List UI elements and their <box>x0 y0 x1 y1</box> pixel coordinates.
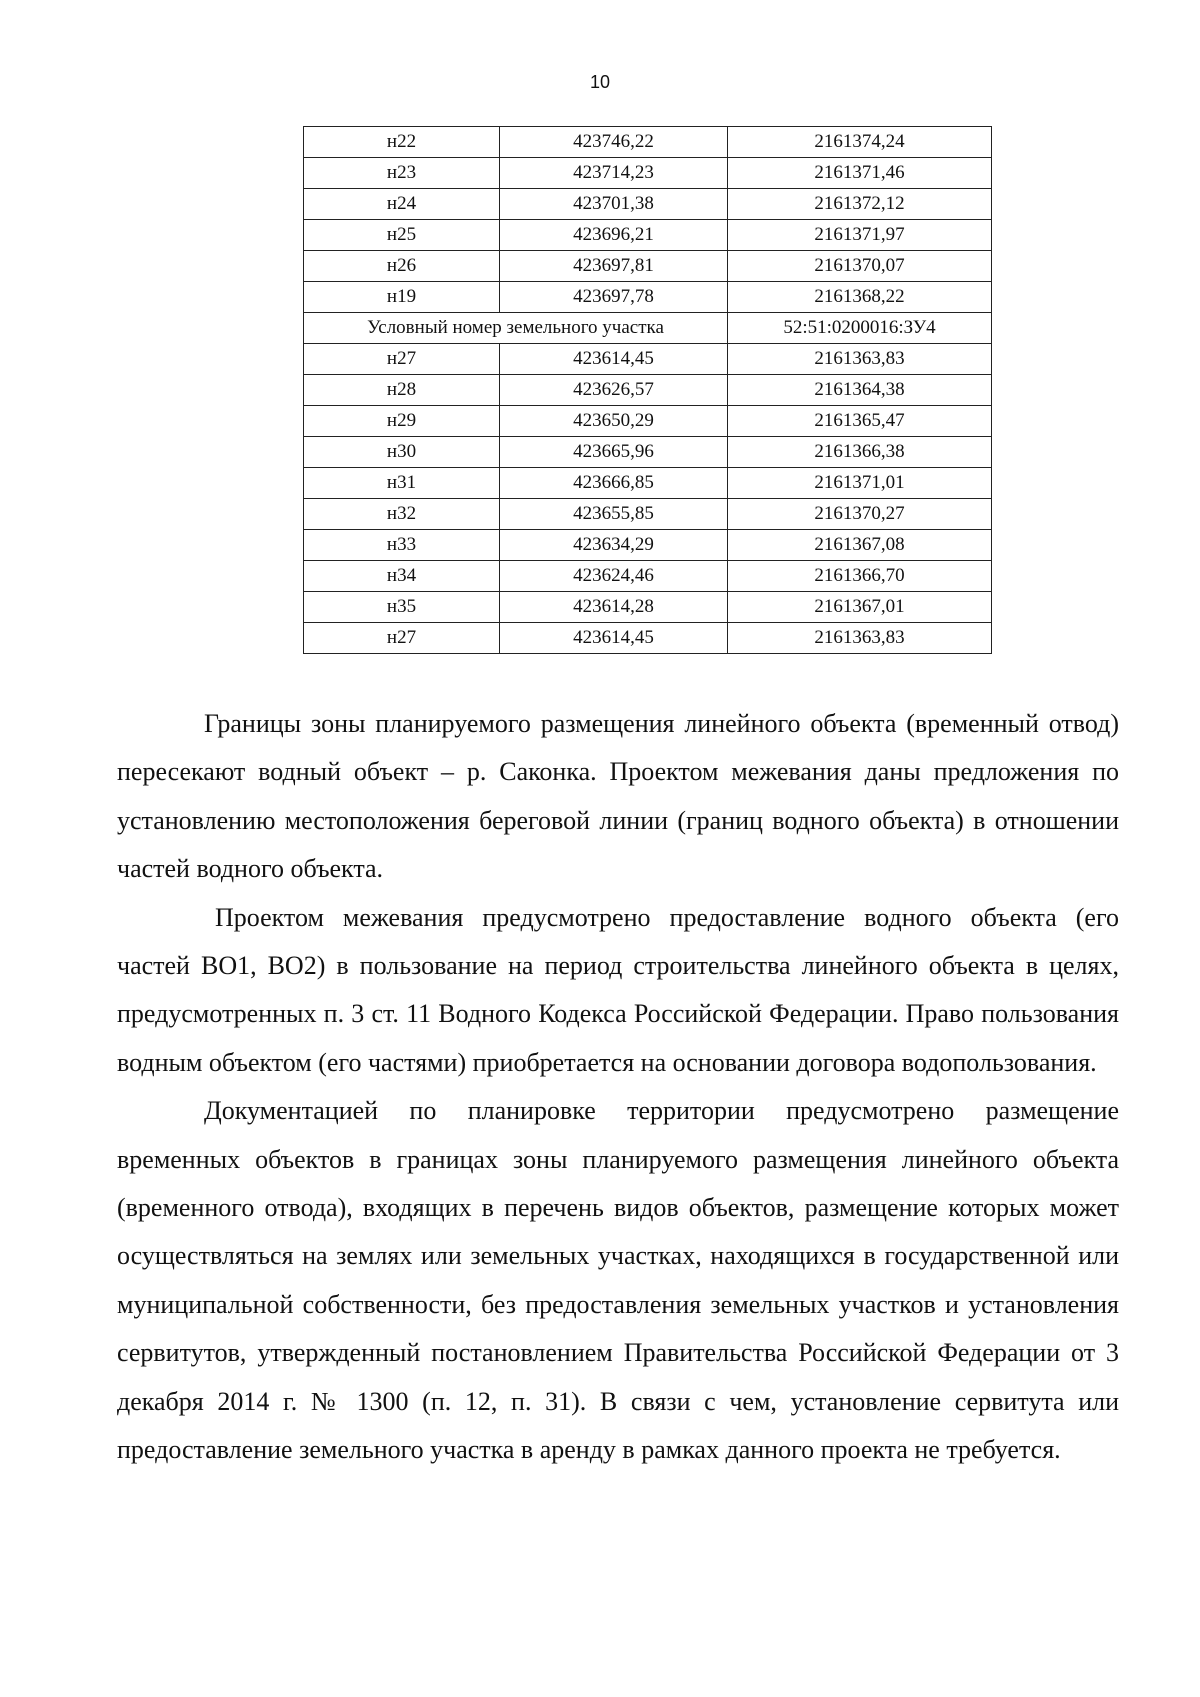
x-coordinate-cell: 423697,81 <box>500 251 728 282</box>
table-row <box>304 189 992 220</box>
y-coordinate-cell: 2161372,12 <box>728 189 992 220</box>
point-name-cell: н25 <box>304 220 500 251</box>
table-row <box>304 282 992 313</box>
page-number: 10 <box>589 72 611 92</box>
table-row <box>304 251 992 282</box>
parcel-number-cell: 52:51:0200016:ЗУ4 <box>728 313 992 344</box>
table-row <box>304 158 992 189</box>
table-row <box>304 437 992 468</box>
x-coordinate-cell: 423665,96 <box>500 437 728 468</box>
parcel-header-row <box>304 313 992 344</box>
point-name-cell: н30 <box>304 437 500 468</box>
point-name-cell: н27 <box>304 344 500 375</box>
x-coordinate-cell: 423697,78 <box>500 282 728 313</box>
y-coordinate-cell: 2161367,08 <box>728 530 992 561</box>
point-name-cell: н29 <box>304 406 500 437</box>
y-coordinate-cell: 2161367,01 <box>728 592 992 623</box>
table-row <box>304 561 992 592</box>
x-coordinate-cell: 423614,45 <box>500 623 728 654</box>
x-coordinate-cell: 423701,38 <box>500 189 728 220</box>
point-name-cell: н26 <box>304 251 500 282</box>
point-name-cell: н22 <box>304 127 500 158</box>
y-coordinate-cell: 2161363,83 <box>728 344 992 375</box>
table-row <box>304 406 992 437</box>
point-name-cell: н24 <box>304 189 500 220</box>
table-row <box>304 623 992 654</box>
coordinates-table-body <box>304 127 992 654</box>
paragraph-temporary-objects: Документацией по планировке территории предусмотрено размещение временных объектов в границах зоны планируемого размещения линейного объекта (временного отвода), входящих в перечень видов объектов, размещение которых может осуществляться на землях или земельных участках, находящихся в государственной или муниципальной собственности, без предоставления земельных участков и установления сервитутов, утвержденный постановлением Правительства Российской Федерации от 3 декабря 2014 г. № 1300 (п. 12, п. 31). В связи с чем, установление сервитута или предоставление земельного участка в аренду в рамках данного проекта не требуется. <box>117 1096 1119 1465</box>
y-coordinate-cell: 2161374,24 <box>728 127 992 158</box>
table-row <box>304 220 992 251</box>
table-row <box>304 468 992 499</box>
point-name-cell: н34 <box>304 561 500 592</box>
x-coordinate-cell: 423696,21 <box>500 220 728 251</box>
y-coordinate-cell: 2161370,07 <box>728 251 992 282</box>
x-coordinate-cell: 423746,22 <box>500 127 728 158</box>
table-row <box>304 344 992 375</box>
y-coordinate-cell: 2161371,97 <box>728 220 992 251</box>
table-row <box>304 592 992 623</box>
x-coordinate-cell: 423666,85 <box>500 468 728 499</box>
x-coordinate-cell: 423714,23 <box>500 158 728 189</box>
y-coordinate-cell: 2161366,38 <box>728 437 992 468</box>
y-coordinate-cell: 2161364,38 <box>728 375 992 406</box>
x-coordinate-cell: 423626,57 <box>500 375 728 406</box>
point-name-cell: н33 <box>304 530 500 561</box>
point-name-cell: н23 <box>304 158 500 189</box>
point-name-cell: н28 <box>304 375 500 406</box>
table-row <box>304 375 992 406</box>
x-coordinate-cell: 423624,46 <box>500 561 728 592</box>
y-coordinate-cell: 2161371,46 <box>728 158 992 189</box>
x-coordinate-cell: 423614,28 <box>500 592 728 623</box>
table-row <box>304 530 992 561</box>
table-row <box>304 127 992 158</box>
parcel-label-cell: Условный номер земельного участка <box>304 313 728 344</box>
point-name-cell: н31 <box>304 468 500 499</box>
body-text <box>117 700 1119 1475</box>
point-name-cell: н32 <box>304 499 500 530</box>
paragraph-water-use: Проектом межевания предусмотрено предоставление водного объекта (его частей ВО1, ВО2) в пользование на период строительства линейного объекта в целях, предусмотренных п. 3 ст. 11 Водного Кодекса Российской Федерации. Право пользования водным объектом (его частями) приобретается на основании договора водопользования. <box>117 902 1119 1077</box>
x-coordinate-cell: 423634,29 <box>500 530 728 561</box>
x-coordinate-cell: 423650,29 <box>500 406 728 437</box>
y-coordinate-cell: 2161371,01 <box>728 468 992 499</box>
point-name-cell: н35 <box>304 592 500 623</box>
y-coordinate-cell: 2161368,22 <box>728 282 992 313</box>
table-row <box>304 499 992 530</box>
y-coordinate-cell: 2161366,70 <box>728 561 992 592</box>
coordinates-table <box>303 126 992 654</box>
y-coordinate-cell: 2161365,47 <box>728 406 992 437</box>
y-coordinate-cell: 2161363,83 <box>728 623 992 654</box>
x-coordinate-cell: 423614,45 <box>500 344 728 375</box>
paragraph-water-object-crossing: Границы зоны планируемого размещения линейного объекта (временный отвод) пересекают водный объект – р. Саконка. Проектом межевания даны предложения по установлению местоположения береговой линии (границ водного объекта) в отношении частей водного объекта. <box>117 709 1119 884</box>
point-name-cell: н27 <box>304 623 500 654</box>
x-coordinate-cell: 423655,85 <box>500 499 728 530</box>
y-coordinate-cell: 2161370,27 <box>728 499 992 530</box>
point-name-cell: н19 <box>304 282 500 313</box>
